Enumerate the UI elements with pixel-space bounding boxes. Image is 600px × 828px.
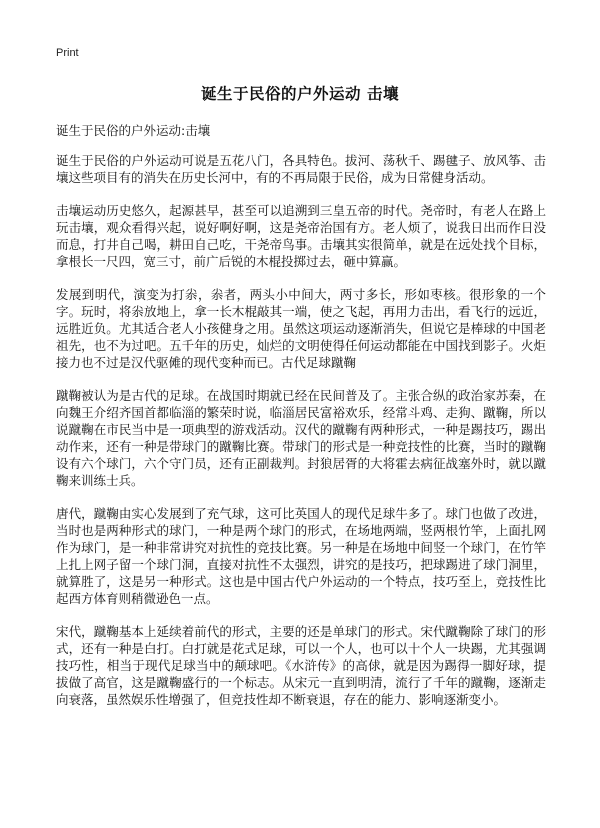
paragraph: 击壤运动历史悠久，起源甚早，甚至可以追溯到三皇五帝的时代。尧帝时，有老人在路上玩击壤，观众看得兴起，说好啊好啊，这是尧帝治国有方。老人烦了，说我日出而作日没而息，打井自己喝，耕田自己吃，干尧帝鸟事。击壤其实很简单，就是在远处找个目标，拿根长一尺四，宽三寸，前广后锐的木棍投掷过去，砸中算赢。	[56, 203, 546, 269]
paragraph: 诞生于民俗的户外运动可说是五花八门，各具特色。拔河、荡秋千、踢毽子、放风筝、击壤这些项目有的消失在历史长河中，有的不再局限于民俗，成为日常健身活动。	[56, 153, 546, 185]
paragraph: 蹴鞠被认为是古代的足球。在战国时期就已经在民间普及了。主张合纵的政治家苏秦，在向魏王介绍齐国首都临淄的繁荣时说，临淄居民富裕欢乐，经常斗鸡、走狗、蹴鞠，所以说蹴鞠在市民当中是一项典型的游戏活动。汉代的蹴鞠有两种形式，一种是踢技巧，踢出动作来，还有一种是带球门的蹴鞠比赛。带球门的形式是一种竞技性的比赛，当时的蹴鞠设有六个球门，六个守门员，还有正副裁判。封狼居胥的大将霍去病征战塞外时，就以蹴鞠来训练士兵。	[56, 388, 546, 488]
article-subtitle: 诞生于民俗的户外运动:击壤	[56, 123, 211, 138]
article-title: 诞生于民俗的户外运动 击壤	[201, 85, 399, 103]
paragraph: 发展到明代，演变为打尜，尜者，两头小中间大，两寸多长，形如枣核。很形象的一个字。玩时，将尜放地上，拿一长木棍敲其一端，使之飞起，再用力击出，看飞行的远近，远胜近负。尤其适合老人小孩健身之用。虽然这项运动逐渐消失，但说它是棒球的中国老祖先，也不为过吧。五千年的历史，灿烂的文明使得任何运动都能在中国找到影子。火炬接力也不过是汉代驱傩的现代变种而已。古代足球蹴鞠	[56, 287, 546, 370]
paragraph: 宋代，蹴鞠基本上延续着前代的形式，主要的还是单球门的形式。宋代蹴鞠除了球门的形式，还有一种是白打。白打就是花式足球，可以一个人，也可以十个人一块踢，尤其强调技巧性，相当于现代足球当中的颠球吧。《水浒传》的高俅，就是因为踢得一脚好球，提拔做了高官，这是蹴鞠盛行的一个标志。从宋元一直到明清，流行了千年的蹴鞠，逐渐走向衰落，虽然娱乐性增强了，但竞技性却不断衰退，存在的能力、影响逐渐变小。	[56, 624, 546, 707]
print-link[interactable]: Print	[56, 47, 79, 59]
paragraph: 唐代，蹴鞠由实心发展到了充气球，这可比英国人的现代足球牛多了。球门也做了改进，当时也是两种形式的球门，一种是两个球门的形式，在场地两端，竖两根竹竿，上面扎网作为球门，是一种非常讲究对抗性的竞技比赛。另一种是在场地中间竖一个球门，在竹竿上扎上网子留一个球门洞，直接对抗性不太强烈，讲究的是技巧，把球踢进了球门洞里，就算胜了，这是另一种形式。这也是中国古代户外运动的一个特点，技巧至上，竞技性比起西方体育则稍微逊色一点。	[56, 506, 546, 606]
article-body	[56, 152, 546, 724]
